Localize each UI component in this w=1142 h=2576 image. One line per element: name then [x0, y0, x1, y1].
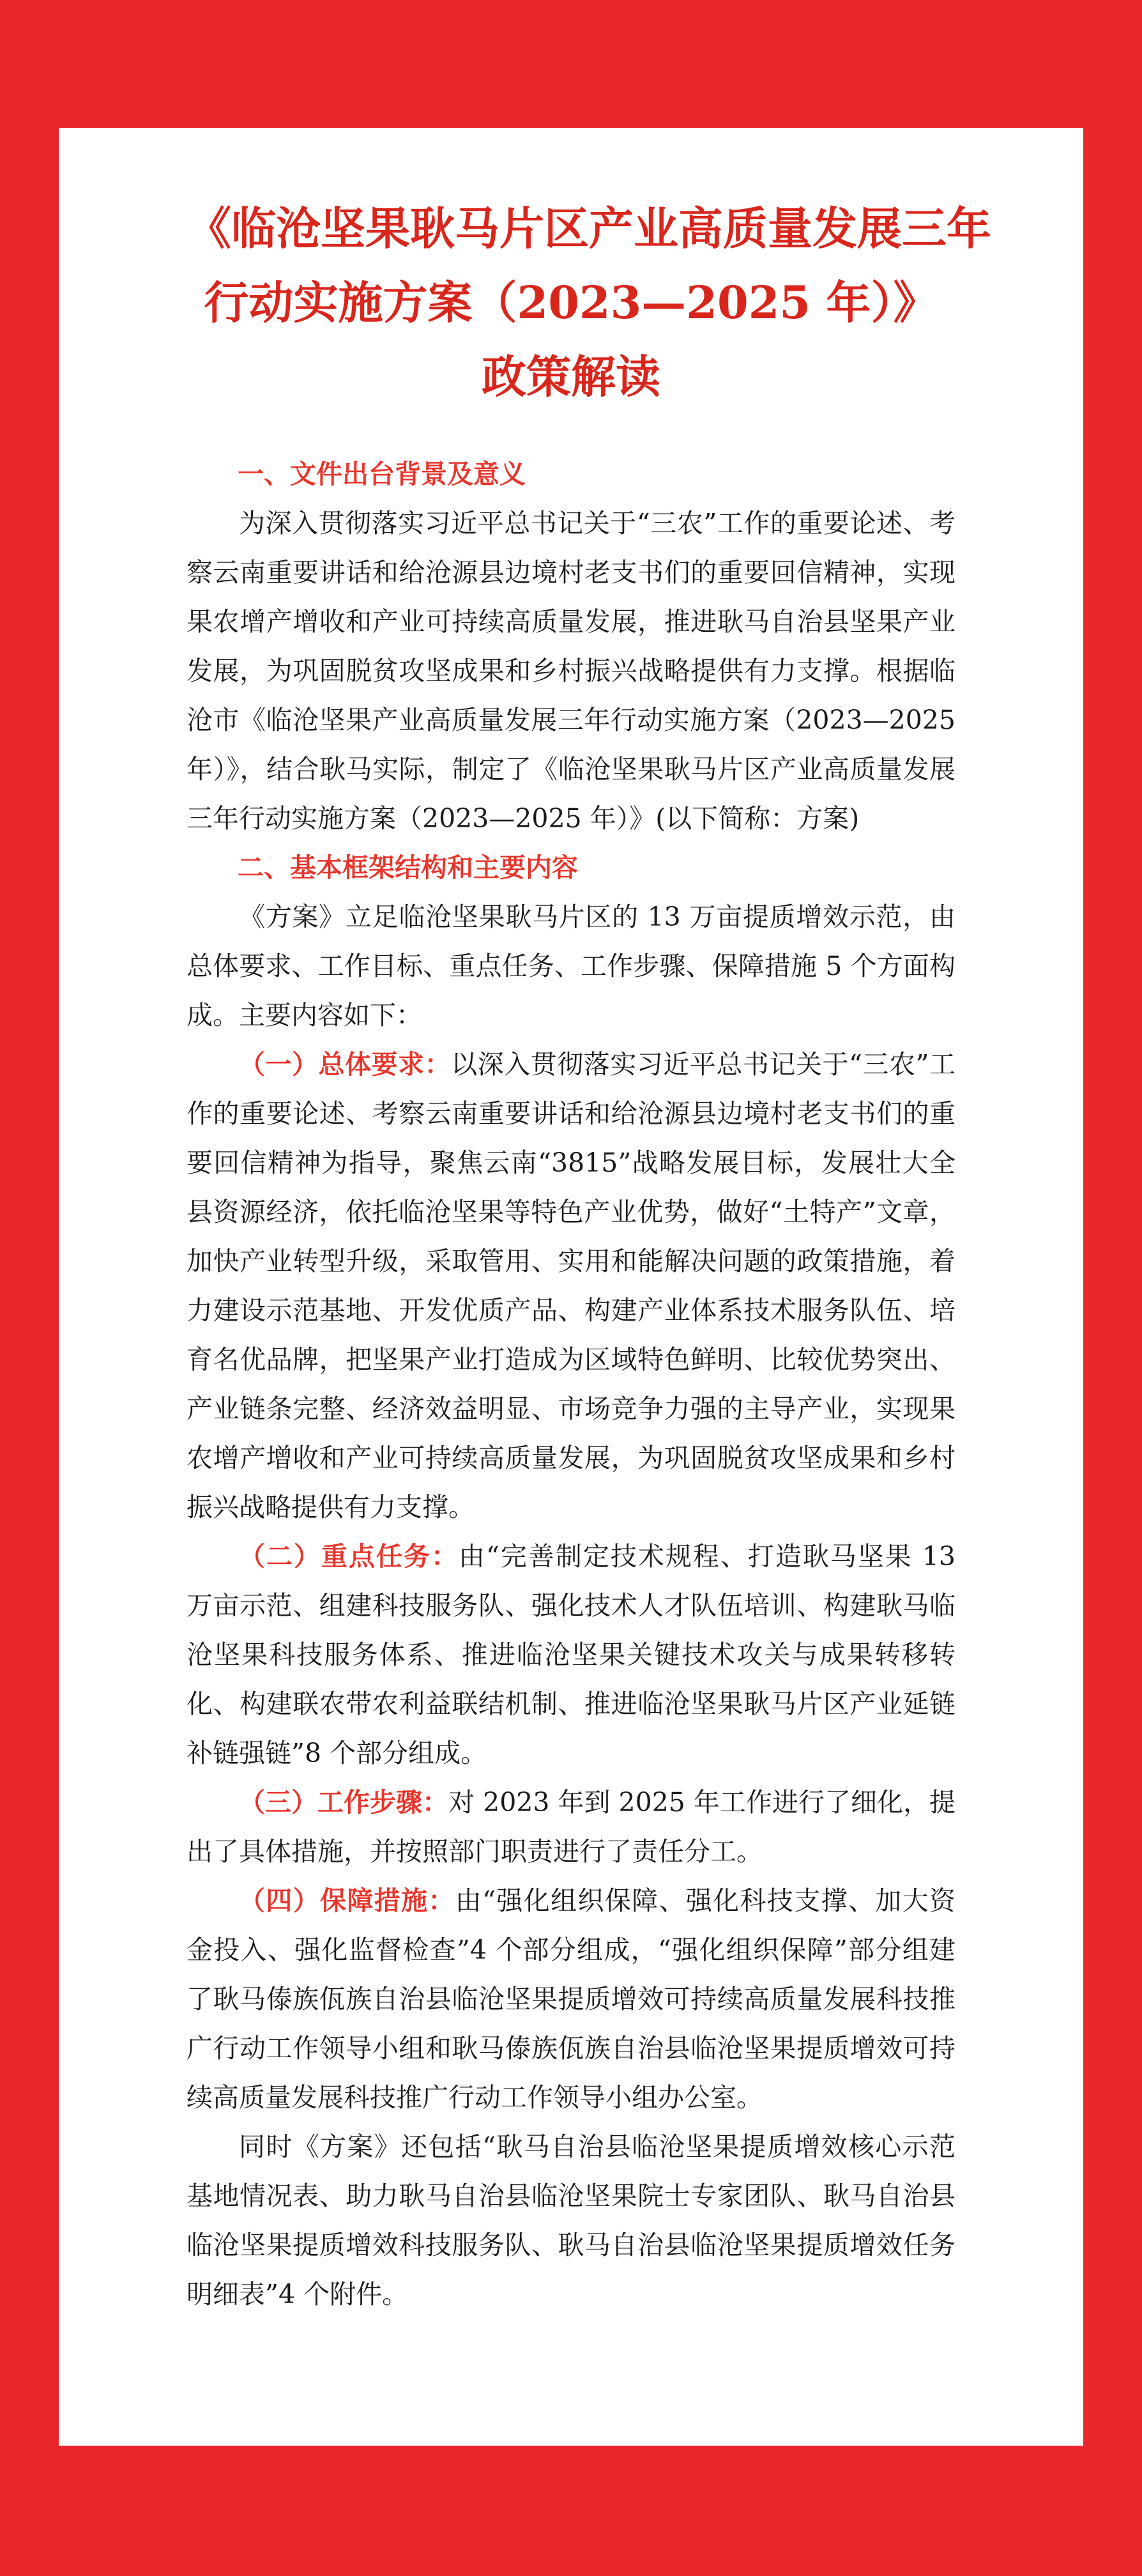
item-label: （四）保障措施：	[239, 1885, 455, 1916]
item-label: （三）工作步骤：	[239, 1787, 449, 1818]
item-text: 对 2023 年到 2025 年工作进行了细化，提出了具体措施，并按照部门职责进行了责任分工。	[187, 1787, 955, 1867]
item-text: 由“完善制定技术规程、打造耿马坚果 13 万亩示范、组建科技服务队、强化技术人才队伍培训、构建耿马临沧坚果科技服务体系、推进临沧坚果关键技术攻关与成果转移转化、构建联农带农利益联结机制、推进临沧坚果耿马片区产业延链补链强链”8 个部分组成。	[187, 1541, 955, 1768]
document-page	[59, 128, 1083, 2446]
item-label: （一）总体要求：	[239, 1049, 452, 1080]
section-2-intro: 《方案》立足临沧坚果耿马片区的 13 万亩提质增效示范，由总体要求、工作目标、重点任务、工作步骤、保障措施 5 个方面构成。主要内容如下：	[187, 901, 955, 1031]
title-line-2: 行动实施方案（2023—2025 年）》	[204, 276, 938, 329]
item-label: （二）重点任务：	[239, 1541, 459, 1572]
section-1-heading: 一、文件出台背景及意义	[238, 459, 526, 489]
title-line-1: 《临沧坚果耿马片区产业高质量发展三年	[187, 202, 991, 255]
item-text: 以深入贯彻落实习近平总书记关于“三农”工作的重要论述、考察云南重要讲话和给沧源县边境村老支书们的重要回信精神为指导，聚焦云南“3815”战略发展目标，发展壮大全县资源经济，依托临沧坚果等特色产业优势，做好“土特产”文章，加快产业转型升级，采取管用、实用和能解决问题的政策措施，着力建设示范基地、开发优质产品、构建产业体系技术服务队伍、培育名优品牌，把坚果产业打造成为区域特色鲜明、比较优势突出、产业链条完整、经济效益明显、市场竞争力强的主导产业，实现果农增产增收和产业可持续高质量发展，为巩固脱贫攻坚成果和乡村振兴战略提供有力支撑。	[187, 1049, 955, 1522]
item-work-steps	[187, 1778, 955, 1876]
document-title	[187, 192, 991, 414]
item-overall-requirements	[187, 1040, 955, 1532]
title-line-3: 政策解读	[482, 350, 660, 403]
item-key-tasks	[187, 1532, 955, 1778]
closing-paragraph: 同时《方案》还包括“耿马自治县临沧坚果提质增效核心示范基地情况表、助力耿马自治县临沧坚果院士专家团队、耿马自治县临沧坚果提质增效科技服务队、耿马自治县临沧坚果提质增效任务明细表”4 个附件。	[187, 2131, 955, 2310]
item-safeguard-measures	[187, 1876, 955, 2122]
section-2-heading: 二、基本框架结构和主要内容	[238, 852, 578, 883]
section-1-paragraph: 为深入贯彻落实习近平总书记关于“三农”工作的重要论述、考察云南重要讲话和给沧源县边境村老支书们的重要回信精神，实现果农增产增收和产业可持续高质量发展，推进耿马自治县坚果产业发展，为巩固脱贫攻坚成果和乡村振兴战略提供有力支撑。根据临沧市《临沧坚果产业高质量发展三年行动实施方案（2023—2025年）》，结合耿马实际，制定了《临沧坚果耿马片区产业高质量发展三年行动实施方案（2023—2025 年）》(以下简称：方案)	[187, 508, 955, 834]
item-text: 由“强化组织保障、强化科技支撑、加大资金投入、强化监督检查”4 个部分组成，“强化组织保障”部分组建了耿马傣族佤族自治县临沧坚果提质增效可持续高质量发展科技推广行动工作领导小组和耿马傣族佤族自治县临沧坚果提质增效可持续高质量发展科技推广行动工作领导小组办公室。	[187, 1885, 955, 2113]
